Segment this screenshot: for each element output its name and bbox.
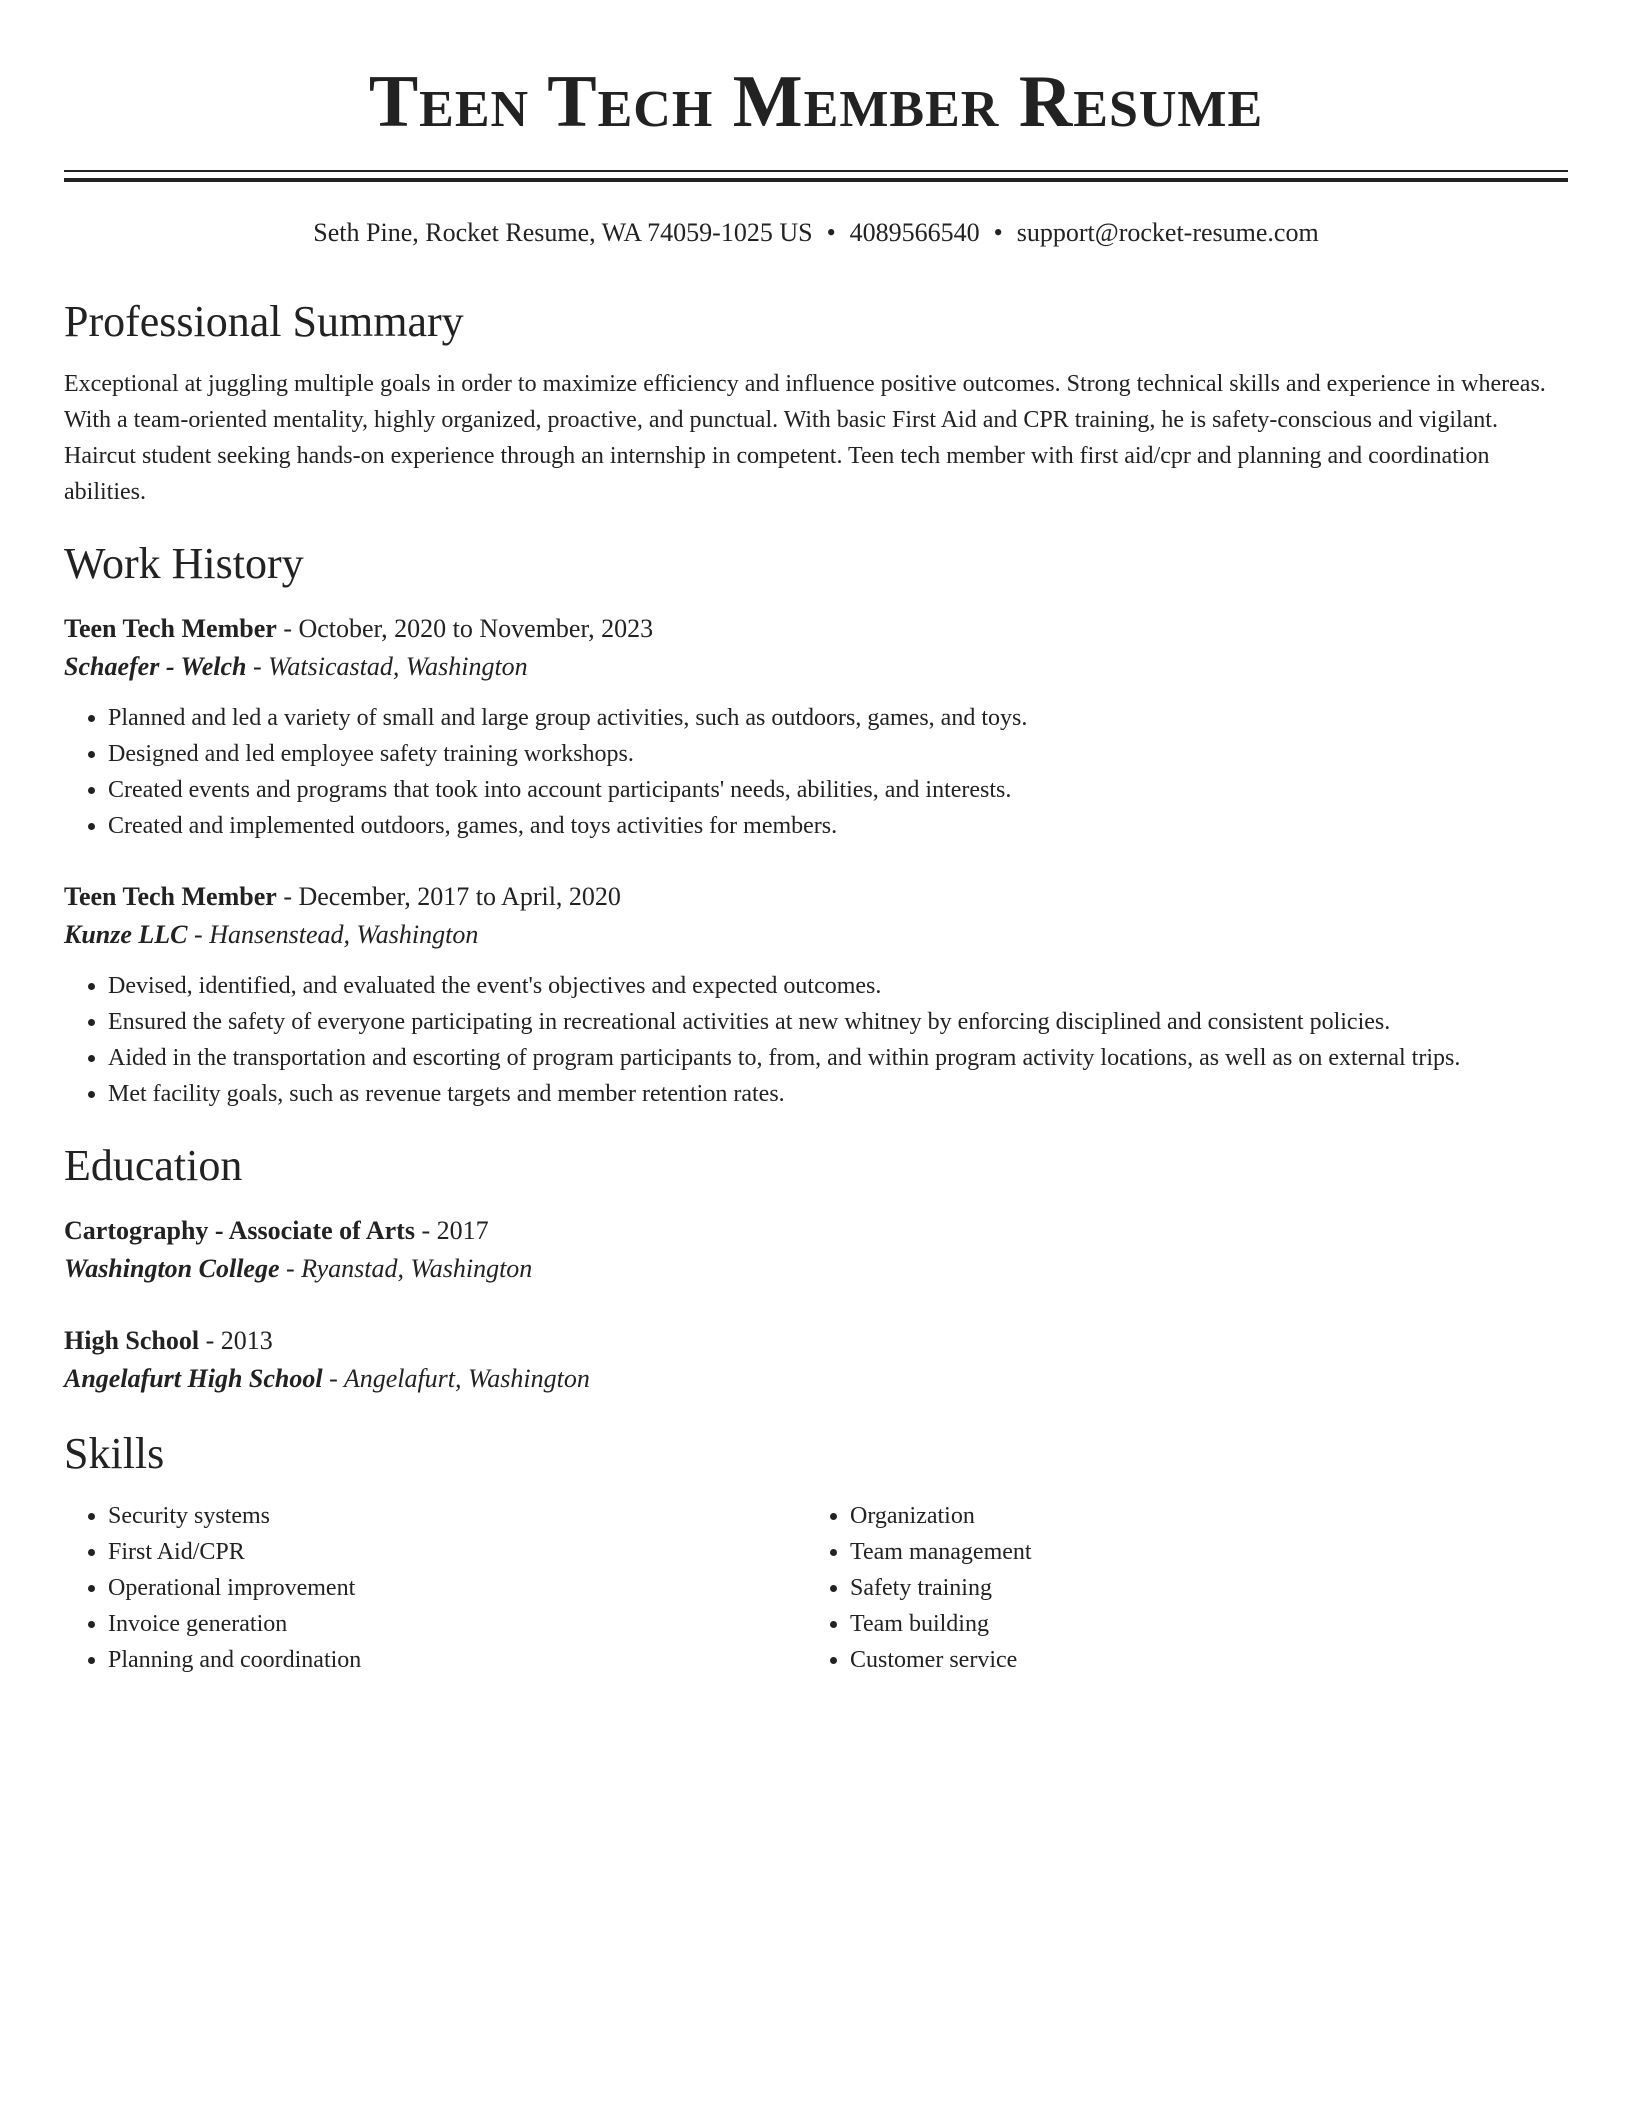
degree-year: - 2017 — [414, 1216, 489, 1245]
skills-column-left — [64, 1498, 806, 1678]
job-bullet: • Devised, identified, and evaluated the event's objectives and expected outcomes. — [108, 968, 1568, 1004]
school-location: - Angelafurt, Washington — [322, 1364, 590, 1393]
job-bullet: • Designed and led employee safety training workshops. — [108, 736, 1568, 772]
job-bullet: • Created and implemented outdoors, games, and toys activities for members. — [108, 808, 1568, 844]
skill-item: • Planning and coordination — [108, 1642, 806, 1678]
job-bullets — [64, 968, 1568, 1112]
degree-line — [64, 1322, 1568, 1360]
job-entry — [64, 610, 1568, 844]
education-heading: Education — [64, 1141, 243, 1190]
contact-line — [64, 216, 1568, 250]
employer-line — [64, 916, 1568, 954]
resume-title: Teen Tech Member Resume — [368, 61, 1264, 143]
job-bullet: • Ensured the safety of everyone participating in recreational activities at new whitney by enforcing disciplined and consistent policies. — [108, 1004, 1568, 1040]
employer-line — [64, 648, 1568, 686]
school-location: - Ryanstad, Washington — [279, 1254, 533, 1283]
skills-list — [806, 1498, 1548, 1678]
skills-grid — [64, 1498, 1568, 1678]
contact-email: support@rocket-resume.com — [1016, 218, 1319, 247]
title-divider — [64, 170, 1568, 182]
degree-name: High School — [64, 1326, 200, 1355]
job-dates: - October, 2020 to November, 2023 — [276, 614, 654, 643]
divider-thin-line — [64, 170, 1568, 172]
contact-phone: 4089566540 — [849, 218, 980, 247]
skill-item: • Customer service — [850, 1642, 1548, 1678]
job-entry — [64, 878, 1568, 1112]
divider-thick-line — [64, 178, 1568, 182]
job-bullets — [64, 700, 1568, 844]
skill-item: • First Aid/CPR — [108, 1534, 806, 1570]
job-title: Teen Tech Member — [64, 882, 277, 911]
job-bullet: • Planned and led a variety of small and large group activities, such as outdoors, games, and toys. — [108, 700, 1568, 736]
skills-list — [64, 1498, 806, 1678]
employer-location: - Watsicastad, Washington — [246, 652, 528, 681]
contact-address: Seth Pine, Rocket Resume, WA 74059-1025 US — [313, 218, 813, 247]
summary-heading: Professional Summary — [64, 297, 464, 346]
skill-item: • Organization — [850, 1498, 1548, 1534]
degree-name: Cartography - Associate of Arts — [64, 1216, 415, 1245]
contact-separator: • — [826, 218, 836, 247]
work-history-heading: Work History — [64, 539, 304, 588]
employer-name: Schaefer - Welch — [64, 652, 247, 681]
school-line — [64, 1250, 1568, 1288]
skill-item: • Invoice generation — [108, 1606, 806, 1642]
employer-name: Kunze LLC — [64, 920, 188, 949]
contact-separator: • — [993, 218, 1003, 247]
degree-line — [64, 1212, 1568, 1250]
skill-item: • Team management — [850, 1534, 1548, 1570]
skill-item: • Team building — [850, 1606, 1548, 1642]
job-dates: - December, 2017 to April, 2020 — [276, 882, 621, 911]
school-line — [64, 1360, 1568, 1398]
job-title-line — [64, 610, 1568, 648]
school-name: Washington College — [64, 1254, 280, 1283]
skill-item: • Security systems — [108, 1498, 806, 1534]
job-bullet: • Created events and programs that took into account participants' needs, abilities, and interests. — [108, 772, 1568, 808]
skill-item: • Operational improvement — [108, 1570, 806, 1606]
school-name: Angelafurt High School — [64, 1364, 323, 1393]
degree-year: - 2013 — [199, 1326, 273, 1355]
skill-item: • Safety training — [850, 1570, 1548, 1606]
education-entry — [64, 1322, 1568, 1398]
job-bullet: • Aided in the transportation and escorting of program participants to, from, and within program activity locations, as well as on external trips. — [108, 1040, 1568, 1076]
education-entry — [64, 1212, 1568, 1288]
employer-location: - Hansenstead, Washington — [187, 920, 479, 949]
skills-column-right — [806, 1498, 1548, 1678]
job-title: Teen Tech Member — [64, 614, 277, 643]
skills-heading: Skills — [64, 1429, 165, 1478]
job-title-line — [64, 878, 1568, 916]
job-bullet: • Met facility goals, such as revenue targets and member retention rates. — [108, 1076, 1568, 1112]
summary-text: Exceptional at juggling multiple goals in order to maximize efficiency and influence positive outcomes. Strong technical skills and experience in whereas. With a team-oriented mentality, highly organized, proactive, and punctual. With basic First Aid and CPR training, he is safety-conscious and vigilant. Haircut student seeking hands-on experience through an internship in competent. Teen tech member with first aid/cpr and planning and coordination abilities. — [64, 371, 1546, 505]
